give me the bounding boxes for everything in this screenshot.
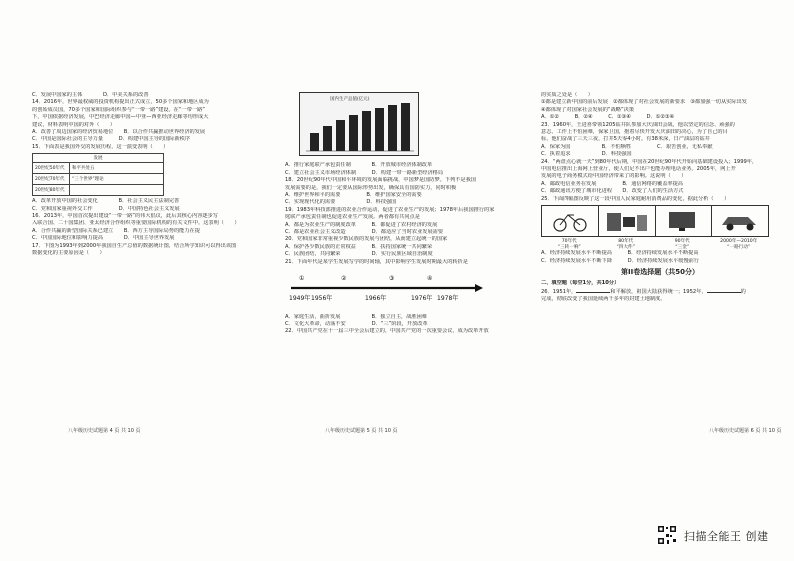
table-header [33,154,163,162]
table-cell: 20世纪70年代 [33,174,70,184]
answer-options: A．改革开放中国的社会变化 B．社会主义民主法制完善 [32,198,180,205]
question-line: 17．下图为1993年到2000年我国自生产总值的数据统计图，结合所学知识可以得出该图 [32,242,237,249]
question-line: 建议，材料表明中国的对外（ ） [32,121,116,128]
answer-options: A．家庭生活，曲折发展 B．独立自主，战胜困难 [285,313,427,320]
question-line: 20．党和国家非常重视少数民族的发展与团结，从而建立起统一的国家 [285,236,448,243]
image-caption: 2000年—2010年 “一路行动” [720,239,758,250]
question-line: 标，他们奋战了三天三夜，打井5天零4小时。有38米深，日产油层的钻井 [541,136,710,143]
answer-options: C．文化大革命，动荡不安 D．“三”阶段，开放改革 [285,320,428,327]
fill-in-question [541,287,779,296]
answer-options: C．邮政通讯方便了城市化进程 D．改变了人们的生活方式 [541,188,684,195]
bar [349,115,358,151]
question-line: 完成，彻底改变了我国延续两千多年的封建土地制度。 [541,296,666,303]
table-row [33,173,163,184]
exam-page-5 [265,0,529,561]
timeline-year: 1966年 [365,295,387,303]
chart-title: 国内生产总值(亿元) [330,97,370,102]
answer-options: A．①② B．②④ C．①③④ D．①②③④ [541,114,675,121]
diplomacy-table [32,153,164,196]
timeline-year: 1978年 [437,295,459,303]
question-line: 18．20世纪90年代中国和平环境的发展面临挑战，中国梦是国防梦。下列不是我国 [285,177,476,184]
table-header-text: 发展 [93,155,103,161]
question-text: 26．1951年， [541,288,577,295]
answer-blank[interactable] [707,287,741,293]
table-cell: “三个世界”理论 [72,176,104,182]
timeline-year: 1976年 [411,295,433,303]
timeline-year: 1956年 [311,295,333,303]
question-line: 的创始成员国，70多个国家和国际组织参与“一带一路”建设。在“一带一路” [32,106,205,113]
answer-options: A．邮政电信业务在发展 B．通信网络的覆盖率提高 [541,180,683,187]
question-line: 入联合国、二十国集团、亚太经济合作组织等重要国际机构的有关文件中。这表明（ ） [32,220,240,227]
consumer-goods-images [541,205,769,237]
answer-options: A．都是为农业生产的制度改革 B．都促进了农村经济的发展 [285,221,438,228]
answer-options: A．合作共赢的新型国际关系已建立 B．西方主导国际局势的能力在提 [32,227,200,234]
answer-options: C．执着追求 D．科技强国 [541,151,632,158]
question-line: 23．1960年，王进喜带领1205钻井队参加大庆油田会战，他以坚定的信念、顽强的 [541,121,735,128]
answer-options: A．维护世界和平的需要 B．维护国家安全的需要 [285,192,422,199]
question-line: 24．“两盘点心就一天”到80年代后期，中国在20世纪90年代开始向基础建设投入；1999年， [541,158,758,165]
question-line: 发展需要的是，我们一定要从国际形势出发，确保具有国防实力，同时积极 [285,184,457,191]
answer-options: A．改善了周边国家的经济贸易地位 B．以合作共赢推动世界经济的发展 [32,129,206,136]
page-footer: 八年级历史试题第 6 页 共 10 页 [709,428,782,434]
timeline-stage: ② [341,275,347,283]
question-line: 下，中国依据经济发展，中巴经济走廊中国—中亚—西亚经济走廊等均形成大 [32,114,209,121]
car-image [712,206,768,236]
question-line: 19．1983年科技部推进的农业合作运动，促进了农业生产的发展；1978年后我国推行的家 [285,206,495,213]
table-row [33,162,163,173]
bar [323,126,332,151]
question-line: 庭联产承包责任制也促进农业生产发展。两者都有共同点是 [285,214,420,221]
answer-options: A．经济持续发展水平不断提高 B．经济持续发展水平不断提高 [541,250,699,257]
consumer-goods-captions [541,239,767,250]
answer-options: C．建立社会主义市场经济体制 D．构建一带一路新型经济格局 [285,169,444,176]
question-line: 中国电信推出上海网上营业厅，使人们足不出户也能办理电话业务。2005年，网上开 [541,166,736,173]
answer-options: C．中国是国际社会的主导力量 D．构建中国主导的国际新秩序 [32,136,191,143]
image-caption: 90年代 “三金” [674,239,690,250]
answer-options: C．经济持续发展水平不断下降 D．经济持续发展水平缓慢前行 [541,257,700,264]
page-4-column [32,92,242,258]
image-caption: 70年代 “三转一响” [557,239,581,250]
bar [310,133,319,151]
table-cell: 20世纪80年代 [33,185,70,195]
answer-options: C．中国国际地位和影响力提高 D．中国主导世界发展 [32,235,175,242]
question-line: 14．2016年，世界最权威的投资机构提出正式成立，50多个国家和地区成为 [32,99,209,106]
answer-blank[interactable] [576,287,610,293]
page-footer: 八年级历史试题第 4 页 共 10 页 [68,428,141,434]
question-line: 21．下面年代是某学生发展写学的时间轴，其中影响学生发展时期最大的转折是 [285,258,468,265]
table-row [33,184,163,195]
question-text: 和平解放，祖国大陆获得统一；1952年， [610,288,707,295]
history-timeline [285,268,485,308]
qr-code-icon [657,525,677,545]
question-line: 15．下面表是我国外交的发展历程，这一演变表明（ ） [32,143,169,150]
answer-options: A．推行家庭联产承包责任制 B．开放城市经济体制改革 [285,162,433,169]
appliances-image [599,206,656,236]
timeline-stage: ③ [389,275,395,283]
image-caption: 80年代 “四大件” [616,239,636,250]
page-5-column [285,92,507,336]
question-line: ④都体现了对国家社会发展的“战略”决策 [541,106,635,113]
timeline-stage: ① [299,275,305,283]
answer-options: C．党和国家重视外交工作 D．中国特色社会主义发展 [32,205,180,212]
timeline-year: 1949年 [289,295,311,303]
bar [362,111,371,151]
question-line: 的实质之处是（ ） [541,92,593,98]
exam-page-6 [529,0,794,561]
scanner-watermark-text: 扫描全能王 创建 [684,530,769,543]
table-cell: 20世纪50年代 [33,163,70,173]
bar [401,103,410,151]
bar [375,108,384,151]
question-line: ①都是建立新中国的前后发展 ②都体现了对社会发展的新要求 ③都加强一切从实际出发 [541,99,747,106]
answer-options: A．保护各少数民族的正常权益 B．扶持国家统一共同繁荣 [285,243,433,250]
bar [388,105,397,151]
question-line: 25．下面四幅图反映了这一段中国人民家庭耐用消费品的变化，据此分析（ ） [541,195,730,202]
section-subtitle: 二、填空题（每空1分，共10分） [541,279,620,286]
answer-options: A．保家为国 B．不怕牺牲 C．艰苦创业，无私奉献 [541,143,713,150]
question-line: C．发展中国家的主体 D．中美关系的改善 [32,92,149,98]
question-line: 数据变化的主要原因是（ ） [32,250,105,257]
exam-page-4 [0,0,265,561]
answer-options: C．民族团结，共同繁荣 D．实行民族区域自治制度 [285,251,433,258]
page-6-column [541,92,779,304]
bicycle-image [542,206,599,236]
section-title: 第II卷选择题（共50分） [621,268,699,277]
gdp-bar-chart [299,92,419,156]
computer-image [656,206,713,236]
answer-options: C．实现现代化的需要 D．科技强国 [285,199,397,206]
table-cell: 和平共处五 [72,165,95,171]
question-text: 的 [740,288,746,295]
question-line: 16．2013年，中国首次提出建设“一带一路”的伟大倡议，此后其核心内容逐步写 [32,213,218,220]
answer-options: C．都是农业社会主义改造 D．都适应了当时农业发展需要 [285,229,444,236]
bar [336,120,345,151]
question-line: 22．中国共产党在十一届三中全会后建立的，中国共产党的一次重要会议，成为改革开放 [285,328,489,335]
page-footer: 八年级历史试题第 5 页 共 10 页 [325,428,398,434]
timeline-stage: ④ [427,275,433,283]
question-line: 发展的电子商务模式给中国经济带来了的影响。这说明（ ） [541,173,687,180]
question-line: 意志、工作上不怕困难，保家卫国，抱着尽快开发大庆油田的决心，为了自己的目 [541,129,728,136]
